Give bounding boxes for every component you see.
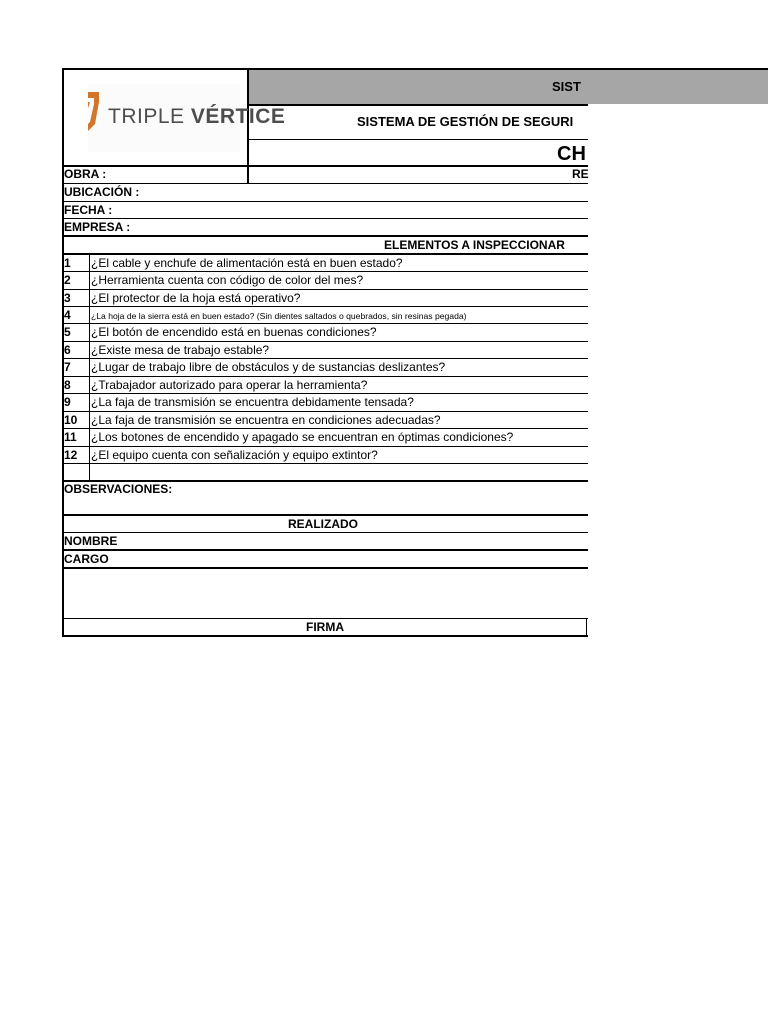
header-top-border: [62, 68, 768, 70]
logo-brand-right: VÉRTICE: [190, 105, 286, 128]
item-number: 5: [64, 325, 71, 339]
inspection-section-title: ELEMENTOS A INSPECCIONAR: [384, 238, 565, 252]
item-question: ¿Existe mesa de trabajo estable?: [91, 343, 270, 357]
item-number: 2: [64, 273, 71, 287]
item-number: 1: [64, 256, 71, 270]
document-title: CH: [557, 143, 586, 165]
item-line: [62, 306, 588, 307]
item-question: ¿El equipo cuenta con señalización y equipo extintor?: [91, 448, 378, 462]
item-line: [62, 463, 588, 464]
nombre-line: [62, 549, 588, 551]
obra-right-label: RE: [572, 167, 589, 181]
header-line-1: [248, 104, 588, 106]
observations-label: OBSERVACIONES:: [64, 482, 173, 496]
header-line-2: [248, 139, 588, 140]
fecha-label: FECHA :: [64, 203, 113, 217]
item-number: 3: [64, 291, 71, 305]
signature-area: [64, 569, 586, 617]
ubicacion-label: UBICACIÓN :: [64, 185, 140, 199]
item-question: ¿El protector de la hoja está operativo?: [91, 291, 301, 305]
logo-brand-left: TRIPLE: [108, 105, 185, 128]
cargo-label: CARGO: [64, 552, 109, 566]
item-number: 7: [64, 360, 71, 374]
logo-wordmark: [108, 104, 285, 130]
item-number: 4: [64, 308, 71, 322]
firma-label: FIRMA: [306, 620, 344, 634]
item-number: 12: [64, 448, 78, 462]
sheet-bottom-border: [62, 635, 588, 637]
item-number: 6: [64, 343, 71, 357]
item-question: ¿Los botones de encendido y apagado se encuentran en óptimas condiciones?: [91, 430, 514, 444]
item-question: ¿Lugar de trabajo libre de obstáculos y de sustancias deslizantes?: [91, 360, 446, 374]
item-number: 11: [64, 430, 77, 444]
item-question: ¿La faja de transmisión se encuentra en condiciones adecuadas?: [91, 413, 441, 427]
header-gray-band: [248, 70, 768, 104]
item-question: ¿Herramienta cuenta con código de color del mes?: [91, 273, 364, 287]
item-question: ¿El botón de encendido está en buenas condiciones?: [91, 325, 377, 339]
realizado-line: [62, 532, 588, 533]
obra-line: [62, 183, 588, 184]
item-question: ¿El cable y enchufe de alimentación está en buen estado?: [91, 256, 403, 270]
empresa-label: EMPRESA :: [64, 220, 131, 234]
item-number: 9: [64, 395, 71, 409]
item-question: ¿La hoja de la sierra está en buen estado? (Sin dientes saltados o quebrados, sin resinas pegada): [91, 311, 467, 321]
item-question: ¿La faja de transmisión se encuentra debidamente tensada?: [91, 395, 414, 409]
item-number: 8: [64, 378, 71, 392]
item-number: 10: [64, 413, 78, 427]
firma-right-border: [586, 618, 587, 636]
fecha-line: [62, 218, 588, 219]
obra-label: OBRA :: [64, 167, 107, 181]
system-subtitle: SISTEMA DE GESTIÓN DE SEGURI: [357, 114, 574, 129]
item-question: ¿Trabajador autorizado para operar la herramienta?: [91, 378, 368, 392]
system-title: SIST: [552, 79, 581, 94]
realizado-label: REALIZADO: [288, 517, 358, 531]
info-top-line: [62, 165, 588, 167]
nombre-label: NOMBRE: [64, 534, 118, 548]
ubicacion-line: [62, 201, 588, 202]
